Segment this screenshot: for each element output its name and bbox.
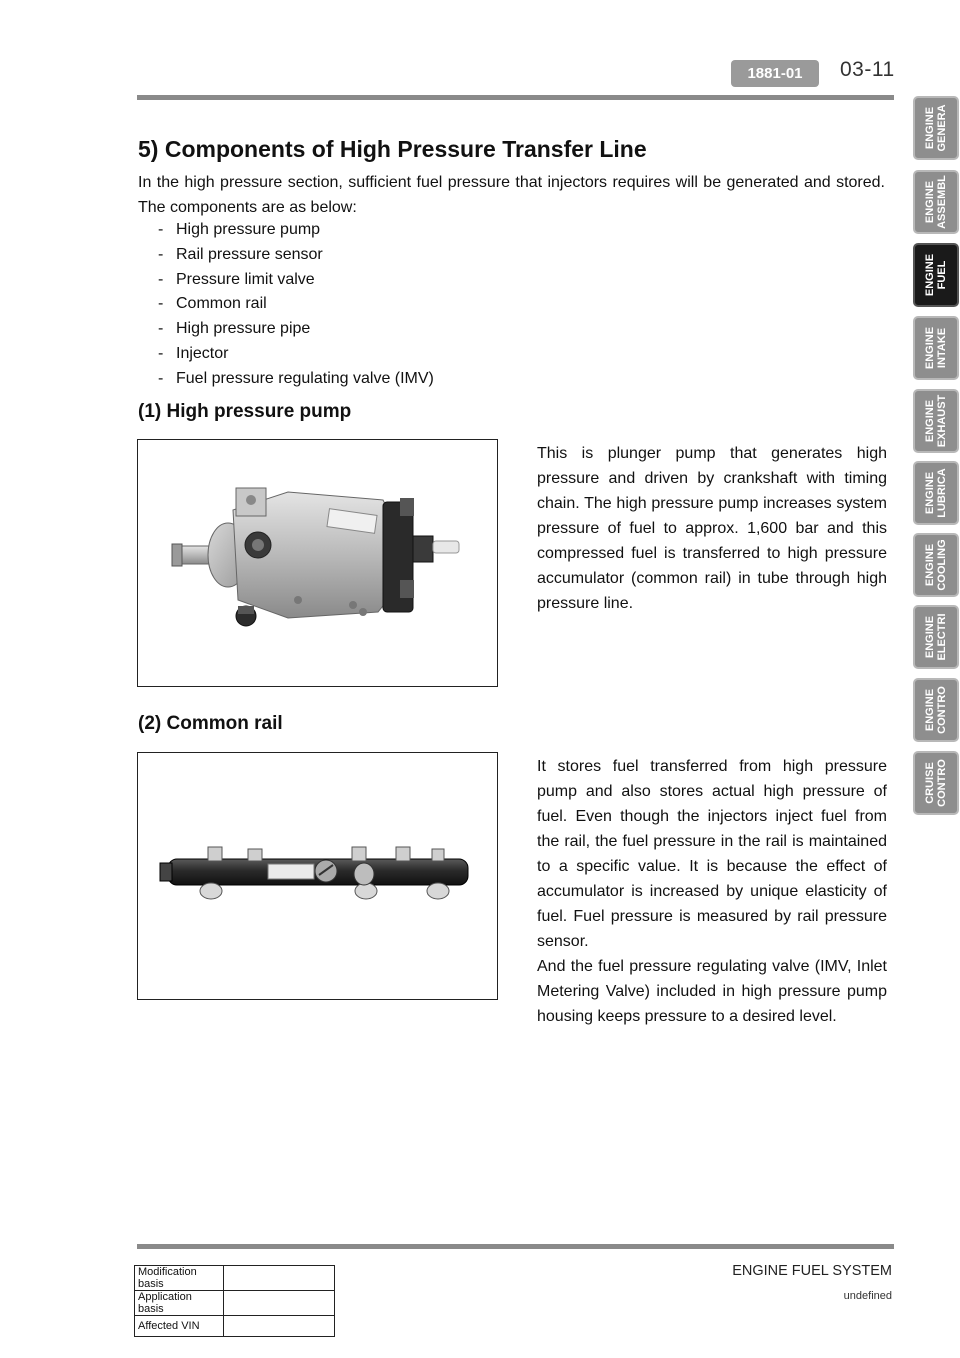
table-cell-label: Affected VIN (135, 1316, 224, 1337)
list-item: - Fuel pressure regulating valve (IMV) (158, 369, 434, 387)
table-row (135, 1266, 335, 1291)
rail-photo (137, 752, 498, 1000)
pump-description (537, 441, 887, 616)
pump-photo (137, 439, 498, 687)
pump-heading: (1) High pressure pump (138, 401, 352, 422)
components-list (158, 218, 434, 392)
tab-engine-cooling[interactable] (913, 533, 959, 597)
tab-label: ENGINE LUBRICA (924, 468, 948, 518)
tab-label: ENGINE FUEL (924, 253, 948, 297)
tab-label: ENGINE INTAKE (924, 326, 948, 370)
modification-table (134, 1265, 335, 1337)
table-cell-label: Modification basis (135, 1266, 224, 1291)
section-code-badge: 1881-01 (731, 60, 819, 87)
tab-label: ENGINE ELECTRI (924, 613, 948, 661)
table-cell-value (224, 1291, 335, 1316)
tab-engine-exhaust[interactable] (913, 389, 959, 453)
rail-text-1: It stores fuel transferred from high pressure pump and also stores actual high pressure of fuel. Even though the injectors inject fuel from the rail, the fuel pressure in the rail is maintained to a specific value. It is because the effect of accumulator is increased by unique elasticity of fuel. Fuel pressure is measured by rail pressure sensor. (537, 758, 887, 950)
list-item: - Injector (158, 344, 229, 362)
tab-cruise-control[interactable] (913, 751, 959, 815)
rail-text-2: And the fuel pressure regulating valve (IMV, Inlet Metering Valve) included in high pressure pump housing keeps pressure to a desired level. (537, 958, 887, 1025)
list-item: - High pressure pump (158, 221, 321, 238)
tab-label: ENGINE CONTRO (924, 686, 948, 734)
page-number: 03-11 (840, 58, 895, 81)
tab-engine-assembly[interactable] (913, 170, 959, 234)
tab-engine-general[interactable] (913, 96, 959, 160)
table-cell-value (224, 1266, 335, 1291)
table-row (135, 1316, 335, 1337)
tab-label: ENGINE GENERA (924, 104, 948, 152)
footer-title: ENGINE FUEL SYSTEM (732, 1263, 892, 1279)
list-item: - Pressure limit valve (158, 270, 315, 288)
section-title: 5) Components of High Pressure Transfer Line (138, 136, 647, 162)
table-cell-label: Application basis (135, 1291, 224, 1316)
tab-label: ENGINE ASSEMBL (924, 175, 948, 229)
footer-subtitle: undefined (843, 1290, 892, 1302)
rail-heading: (2) Common rail (138, 713, 283, 734)
tab-label: CRUISE CONTRO (924, 759, 948, 807)
tab-engine-intake[interactable] (913, 316, 959, 380)
list-item: - High pressure pipe (158, 320, 311, 338)
intro-paragraph: In the high pressure section, sufficient fuel pressure that injectors requires will be generated and stored. The components are as below: (138, 174, 885, 216)
tab-label: ENGINE EXHAUST (924, 394, 948, 448)
list-item: - Common rail (158, 295, 267, 313)
common-rail-illustration (138, 753, 496, 998)
list-item: - Rail pressure sensor (158, 245, 323, 263)
high-pressure-pump-illustration (138, 440, 496, 685)
footer-divider (137, 1244, 894, 1249)
tab-engine-control[interactable] (913, 678, 959, 742)
tab-engine-electrical[interactable] (913, 605, 959, 669)
tab-engine-fuel[interactable] (913, 243, 959, 307)
table-row (135, 1291, 335, 1316)
header-divider (137, 95, 894, 100)
table-cell-value (224, 1316, 335, 1337)
tab-label: ENGINE COOLING (924, 539, 948, 591)
pump-text: This is plunger pump that generates high pressure and driven by crankshaft with timing chain. The high pressure pump increases system pressure of fuel to approx. 1,600 bar and this compressed fuel is transferred to high pressure accumulator (common rail) in tube through high pressure line. (537, 445, 887, 612)
rail-description (537, 754, 887, 1029)
tab-engine-lubrication[interactable] (913, 461, 959, 525)
